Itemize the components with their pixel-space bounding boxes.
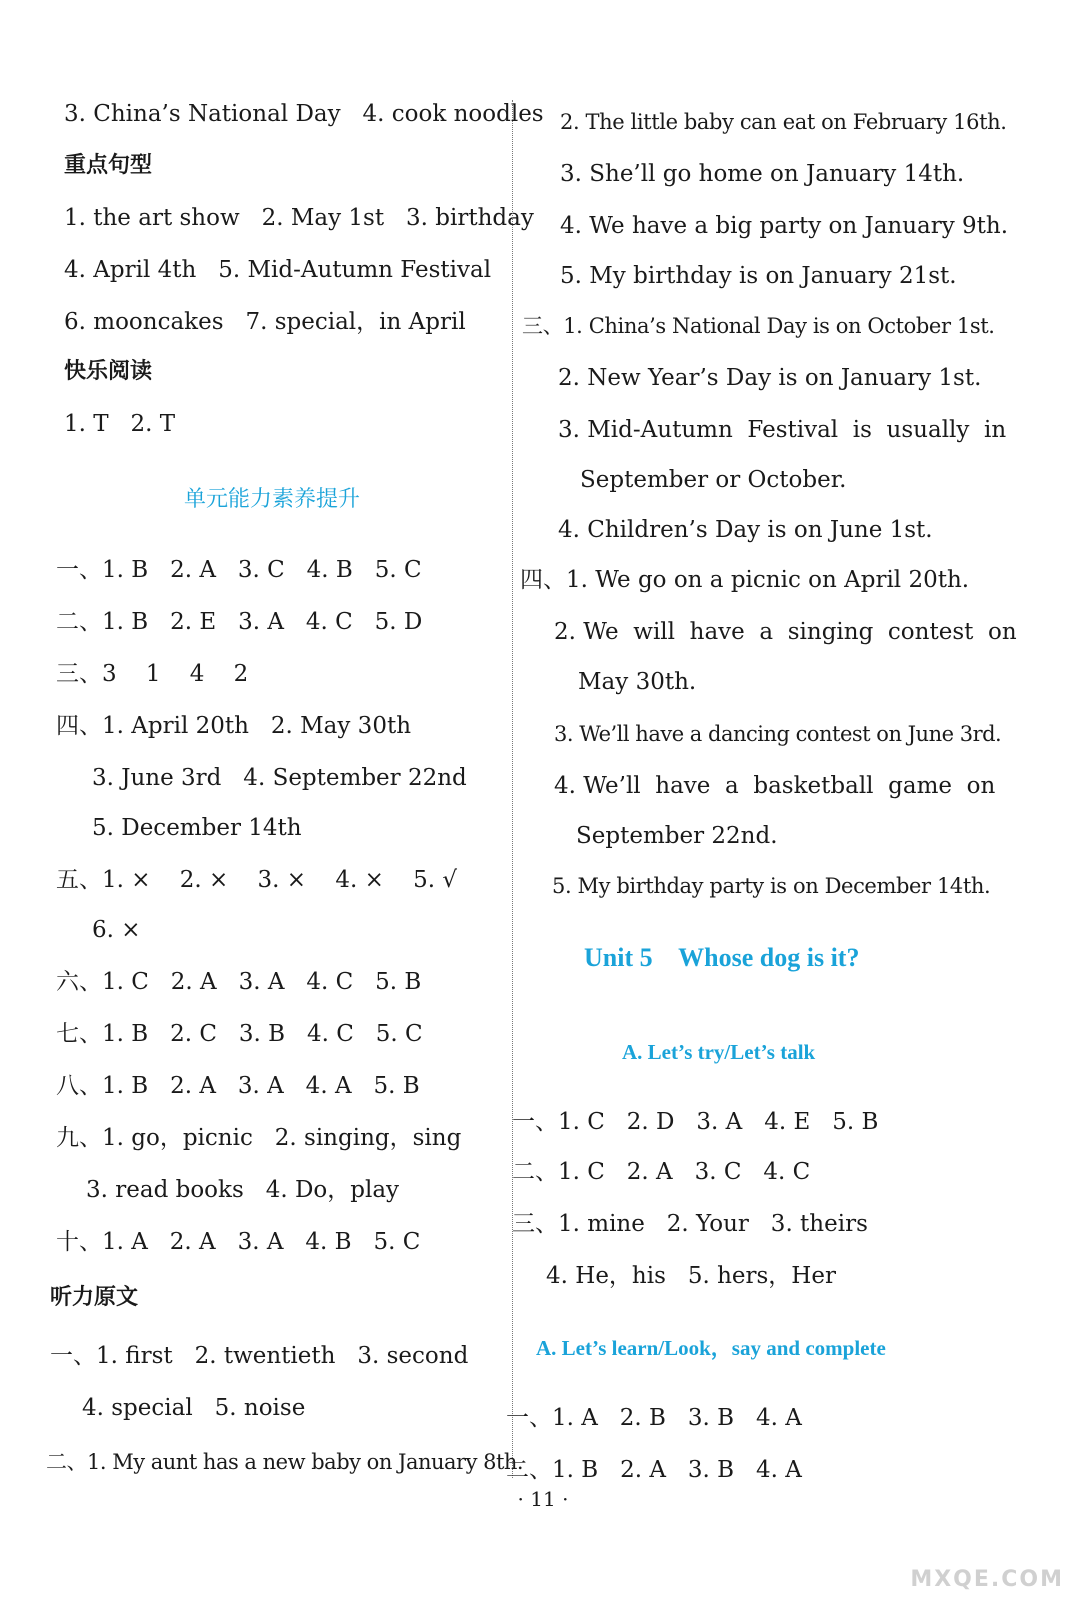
answer-line: 5. December 14th bbox=[92, 815, 302, 841]
answer-line: 二、1. B 2. E 3. A 4. C 5. D bbox=[56, 609, 423, 635]
section-heading-happy-reading: 快乐阅读 bbox=[64, 359, 153, 384]
answer-line: 七、1. B 2. C 3. B 4. C 5. C bbox=[56, 1021, 423, 1047]
answer-line: 6. mooncakes 7. special，in April bbox=[64, 309, 466, 335]
answer-line: 二、1. C 2. A 3. C 4. C bbox=[512, 1159, 811, 1185]
answer-line: 1. T 2. T bbox=[64, 411, 176, 437]
answer-line: 3. We’ll have a dancing contest on June 3rd. bbox=[554, 722, 1002, 746]
column-divider bbox=[512, 100, 513, 1478]
answer-line: 2. We will have a singing contest on bbox=[554, 619, 1017, 645]
answer-line: 4. We have a big party on January 9th. bbox=[560, 213, 1009, 239]
answer-line: 4. April 4th 5. Mid-Autumn Festival bbox=[64, 257, 492, 283]
answer-line: 二、1. My aunt has a new baby on January 8th. bbox=[46, 1450, 524, 1474]
answer-line: 四、1. April 20th 2. May 30th bbox=[56, 713, 412, 739]
answer-line: 3. read books 4. Do，play bbox=[86, 1177, 400, 1203]
answer-line: 二、1. B 2. A 3. B 4. A bbox=[506, 1457, 802, 1483]
answer-line: 3. She’ll go home on January 14th. bbox=[560, 161, 965, 187]
answer-line: 4. He，his 5. hers，Her bbox=[546, 1263, 836, 1289]
answer-line: 3. June 3rd 4. September 22nd bbox=[92, 765, 467, 791]
answer-line: 九、1. go，picnic 2. singing，sing bbox=[56, 1125, 462, 1151]
answer-line: 六、1. C 2. A 3. A 4. C 5. B bbox=[56, 969, 422, 995]
answer-line: September or October. bbox=[580, 467, 847, 493]
answer-line: 八、1. B 2. A 3. A 4. A 5. B bbox=[56, 1073, 420, 1099]
answer-line: 4. We’ll have a basketball game on bbox=[554, 773, 996, 799]
answer-line: 十、1. A 2. A 3. A 4. B 5. C bbox=[56, 1229, 421, 1255]
answer-line: 四、1. We go on a picnic on April 20th. bbox=[520, 567, 970, 593]
answer-line: May 30th. bbox=[578, 669, 697, 695]
answer-line: 三、1. mine 2. Your 3. theirs bbox=[512, 1211, 868, 1237]
answer-line: 三、1. China’s National Day is on October 1st. bbox=[522, 314, 995, 338]
answer-line: 1. the art show 2. May 1st 3. birthday bbox=[64, 205, 534, 231]
answer-line: 一、1. A 2. B 3. B 4. A bbox=[506, 1405, 802, 1431]
page-number: · 11 · bbox=[517, 1487, 569, 1511]
answer-line: 2. The little baby can eat on February 16th. bbox=[560, 110, 1007, 134]
answer-line: 4. special 5. noise bbox=[82, 1395, 306, 1421]
unit-title: Unit 5 Whose dog is it? bbox=[584, 943, 860, 972]
answer-line: 一、1. B 2. A 3. C 4. B 5. C bbox=[56, 557, 422, 583]
answer-line: September 22nd. bbox=[576, 823, 778, 849]
section-heading-listening-script: 听力原文 bbox=[50, 1285, 139, 1310]
lesson-subtitle: A. Let’s try/Let’s talk bbox=[622, 1040, 816, 1064]
answer-line: 5. My birthday is on January 21st. bbox=[560, 263, 957, 289]
watermark-logo: MXQE.COM bbox=[910, 1567, 1064, 1592]
lesson-subtitle: A. Let’s learn/Look，say and complete bbox=[536, 1336, 886, 1360]
answer-line: 三、3 1 4 2 bbox=[56, 661, 249, 687]
answer-line: 一、1. C 2. D 3. A 4. E 5. B bbox=[512, 1109, 879, 1135]
answer-line: 2. New Year’s Day is on January 1st. bbox=[558, 365, 982, 391]
section-title-unit-ability: 单元能力素养提升 bbox=[184, 487, 361, 512]
section-heading-key-sentences: 重点句型 bbox=[64, 153, 153, 178]
answer-line: 五、1. × 2. × 3. × 4. × 5. √ bbox=[56, 867, 457, 893]
answer-line: 6. × bbox=[92, 917, 141, 943]
answer-line: 5. My birthday party is on December 14th. bbox=[552, 874, 991, 898]
answer-line: 3. Mid-Autumn Festival is usually in bbox=[558, 417, 1007, 443]
answer-line: 一、1. first 2. twentieth 3. second bbox=[50, 1343, 469, 1369]
answer-line: 3. China’s National Day 4. cook noodles bbox=[64, 101, 544, 127]
answer-line: 4. Children’s Day is on June 1st. bbox=[558, 517, 933, 543]
